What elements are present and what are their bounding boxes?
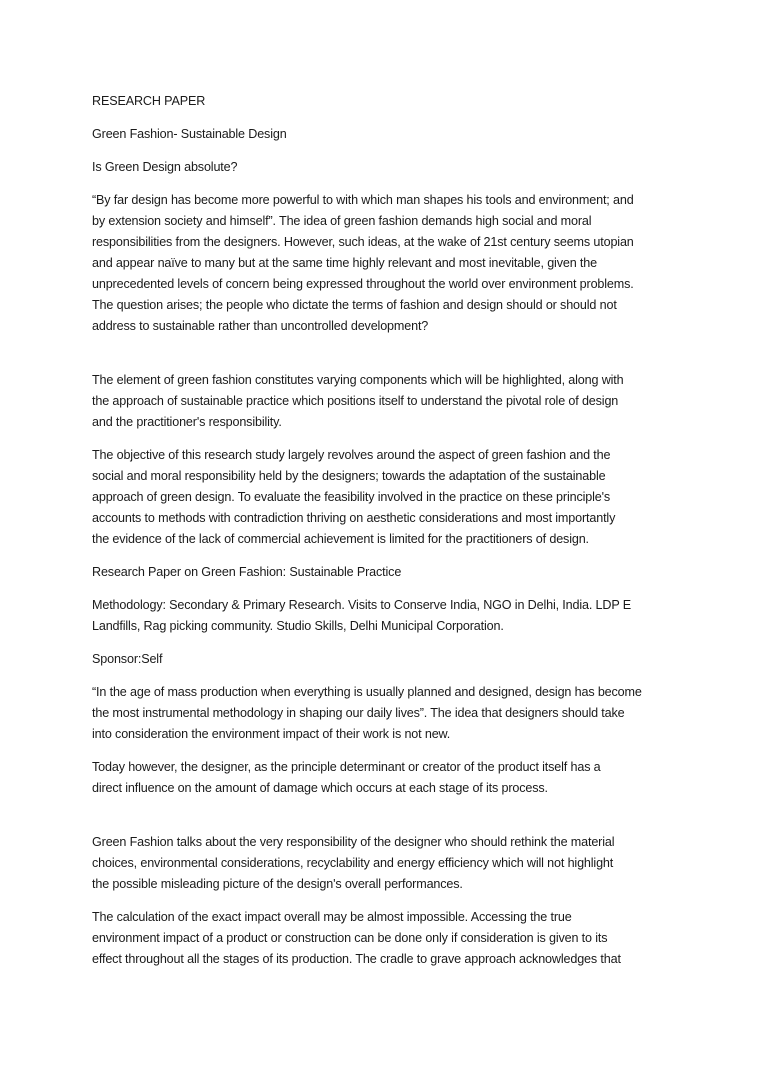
paragraph-intro-quote: “By far design has become more powerful to with which man shapes his tools and environment; and by extension society and himself”. The idea of green fashion demands high social and moral responsibilities from the designers. However, such ideas, at the wake of 21st century seems utopian and appear naïve to many but at the same time highly relevant and most inevitable, given the unprecedented levels of concern being expressed throughout the world over environment problems. The question arises; the people who dictate the terms of fashion and design should or should not address to sustainable rather than uncontrolled development? [92, 193, 634, 333]
paragraph-elements: The element of green fashion constitutes varying components which will be highlighted, along with the approach of sustainable practice which positions itself to understand the pivotal role of design and the practitioner's responsibility. [92, 373, 624, 429]
blank-line [92, 799, 692, 832]
paragraph-designer-influence: Today however, the designer, as the principle determinant or creator of the product itself has a direct influence on the amount of damage which occurs at each stage of its process. [92, 760, 601, 795]
paragraph-mass-production-quote: “In the age of mass production when everything is usually planned and designed, design has become the most instrumental methodology in shaping our daily lives”. The idea that designers should take into consideration the environment impact of their work is not new. [92, 685, 642, 741]
paragraph-section-heading: Research Paper on Green Fashion: Sustainable Practice [92, 565, 402, 579]
paragraph-sponsor: Sponsor:Self [92, 652, 163, 666]
document-body [92, 91, 692, 982]
document-question: Is Green Design absolute? [92, 160, 238, 174]
blank-line [92, 337, 692, 370]
document-subtitle: Green Fashion- Sustainable Design [92, 127, 287, 141]
paragraph-objective: The objective of this research study largely revolves around the aspect of green fashion and the social and moral responsibility held by the designers; towards the adaptation of the sustainable approach of green design. To evaluate the feasibility involved in the practice on these principle's accounts to methods with contradiction thriving on aesthetic considerations and most importantly the evidence of the lack of commercial achievement is limited for the practitioners of design. [92, 448, 616, 546]
paragraph-methodology: Methodology: Secondary & Primary Research. Visits to Conserve India, NGO in Delhi, India. LDP E Landfills, Rag picking community. Studio Skills, Delhi Municipal Corporation. [92, 598, 631, 633]
paragraph-impact-calculation: The calculation of the exact impact overall may be almost impossible. Accessing the true environment impact of a product or construction can be done only if consideration is given to its effect throughout all the stages of its production. The cradle to grave approach acknowledges that [92, 910, 621, 966]
document-title: RESEARCH PAPER [92, 94, 206, 108]
paragraph-green-fashion-responsibility: Green Fashion talks about the very responsibility of the designer who should rethink the material choices, environmental considerations, recyclability and energy efficiency which will not highlight the possible misleading picture of the design's overall performances. [92, 835, 615, 891]
